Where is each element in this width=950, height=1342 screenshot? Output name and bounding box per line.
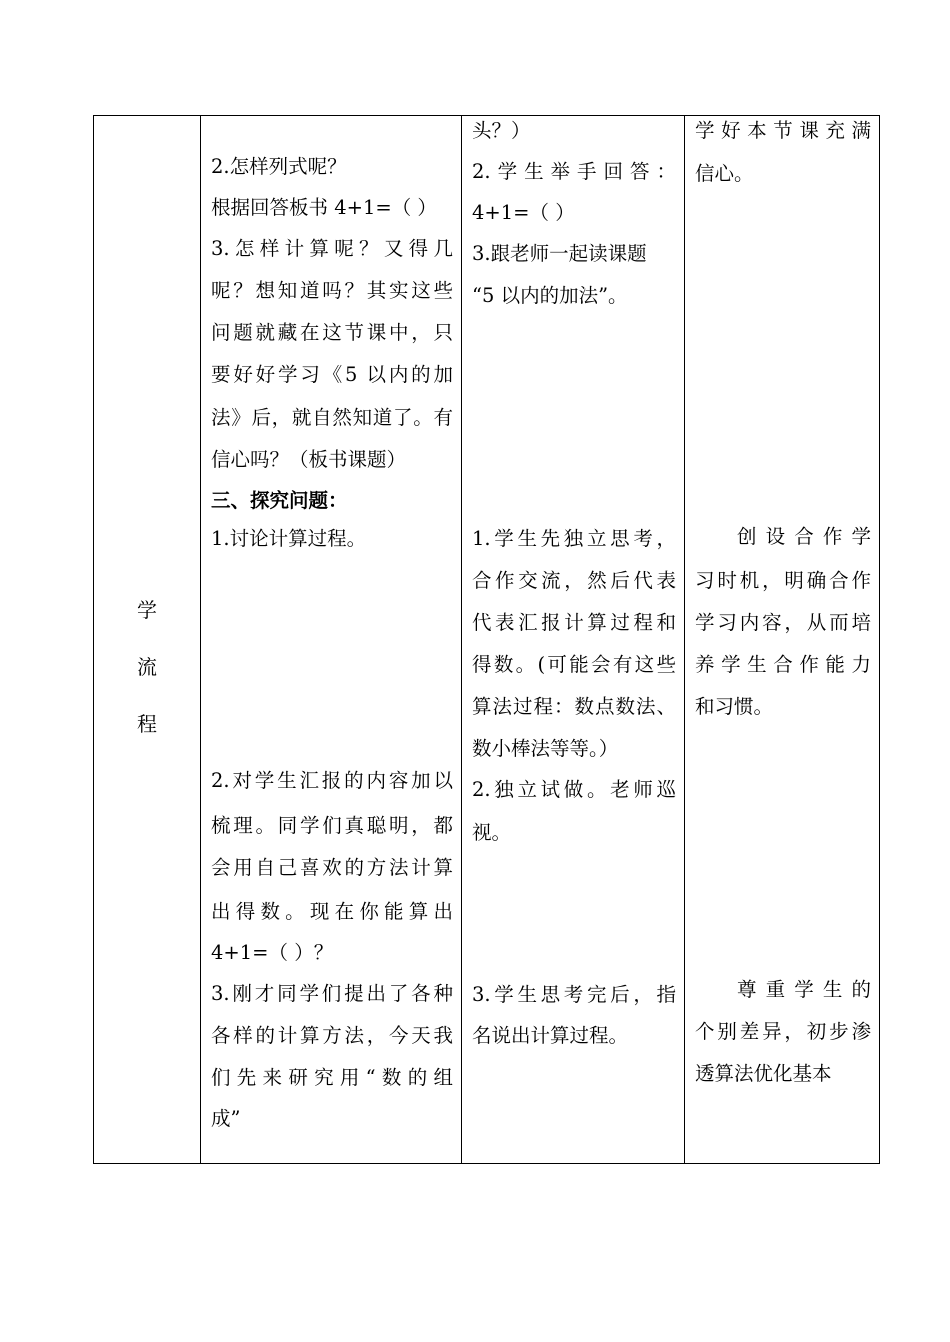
teacher-line: 各样的计算方法，今天我 xyxy=(211,1024,453,1047)
teacher-line: 2.对学生汇报的内容加以 xyxy=(211,769,453,792)
teacher-line: 成” xyxy=(211,1107,241,1130)
teacher-line: 3.怎样计算呢？又得几 xyxy=(211,237,453,260)
intent-line: 学习内容，从而培 xyxy=(695,611,871,634)
intent-line: 习时机，明确合作 xyxy=(695,569,871,592)
section-heading: 三、探究问题： xyxy=(211,489,348,512)
teacher-line: 出得数。现在你能算出 xyxy=(211,900,453,923)
section-label-cell xyxy=(94,116,201,1164)
student-line: 3.学生思考完后，指 xyxy=(472,983,676,1006)
teacher-line: 4+1=（ ）？ xyxy=(211,941,334,964)
student-line: 视。 xyxy=(472,821,512,844)
teacher-line: 根据回答板书 4+1=（ ） xyxy=(211,196,437,219)
intent-line: 个别差异，初步渗 xyxy=(695,1020,871,1043)
student-line: 合作交流，然后代表 xyxy=(472,569,676,592)
teacher-activity-cell xyxy=(201,116,462,1164)
student-line: 4+1=（ ） xyxy=(472,201,575,224)
table-row xyxy=(94,116,880,1164)
student-line: 2.学生举手回答： xyxy=(472,160,676,183)
student-line: 得数。(可能会有这些 xyxy=(472,653,676,676)
student-line: 数小棒法等等。） xyxy=(472,737,619,760)
teacher-line: 梳理。同学们真聪明，都 xyxy=(211,814,453,837)
lesson-plan-table xyxy=(93,115,880,1164)
student-line: 算法过程：数点数法、 xyxy=(472,695,676,718)
teacher-line: 要好好学习《5 以内的加 xyxy=(211,363,453,386)
design-intent-cell xyxy=(685,116,880,1164)
student-line: 1.学生先独立思考， xyxy=(472,527,676,550)
intent-line: 学好本节课充满 xyxy=(695,119,871,142)
teacher-line: 2.怎样列式呢？ xyxy=(211,155,347,178)
intent-line: 创设合作学 xyxy=(737,525,871,548)
teacher-line: 法》后，就自然知道了。有 xyxy=(211,406,453,429)
teacher-line: 3.刚才同学们提出了各种 xyxy=(211,982,453,1005)
student-line: “5 以内的加法”。 xyxy=(472,284,628,307)
section-label-char: 流 xyxy=(137,655,157,679)
intent-line: 信心。 xyxy=(695,162,754,185)
teacher-line: 呢？想知道吗？其实这些 xyxy=(211,279,453,302)
intent-line: 尊重学生的 xyxy=(737,978,871,1001)
student-line: 名说出计算过程。 xyxy=(472,1024,629,1047)
teacher-line: 问题就藏在这节课中，只 xyxy=(211,321,453,344)
intent-line: 透算法优化基本 xyxy=(695,1062,832,1085)
student-line: 代表汇报计算过程和 xyxy=(472,611,676,634)
teacher-line: 信心吗？（板书课题） xyxy=(211,448,407,471)
teacher-line: 们先来研究用“数的组 xyxy=(211,1066,453,1089)
section-label-char: 学 xyxy=(137,598,157,622)
student-line: 头？） xyxy=(472,119,531,142)
student-line: 3.跟老师一起读课题 xyxy=(472,242,647,265)
intent-line: 和习惯。 xyxy=(695,695,774,718)
section-label xyxy=(94,582,200,753)
teacher-line: 会用自己喜欢的方法计算 xyxy=(211,856,453,879)
section-label-char: 程 xyxy=(137,712,157,736)
student-activity-cell xyxy=(462,116,685,1164)
student-line: 2.独立试做。老师巡 xyxy=(472,778,676,801)
intent-line: 养学生合作能力 xyxy=(695,653,871,676)
teacher-line: 1.讨论计算过程。 xyxy=(211,527,367,550)
